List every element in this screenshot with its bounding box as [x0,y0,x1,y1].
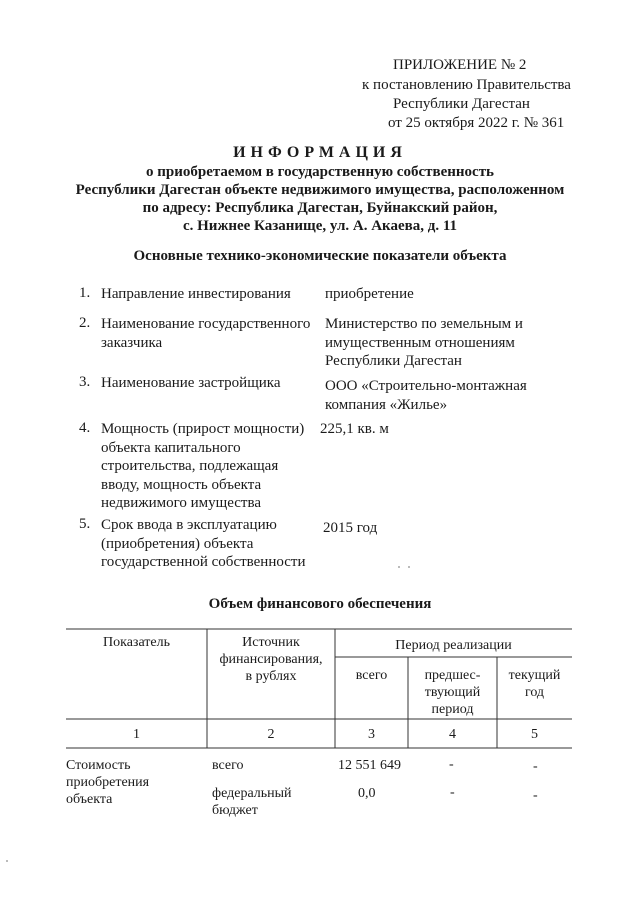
item-4-value: 225,1 кв. м [320,421,389,437]
item-2-value: Министерство по земельным и имущественным отношениям Республики Дагестан [325,316,523,369]
section1-title: Основные технико-экономические показатели объекта [133,248,507,264]
header-source: Источник финансирования, в рублях [219,635,323,684]
appendix-line-4: от 25 октября 2022 г. № 361 [388,115,565,131]
item-4-number: 4. [79,420,91,436]
heading-line-1: о приобретаемом в государственную собственность [146,164,494,180]
scan-speck [6,860,8,862]
col-number-5: 5 [531,727,538,742]
item-4-label: Мощность (прирост мощности) объекта капитального строительства, подлежащая вводу, мощность объекта недвижимого имущества [101,421,305,511]
item-3-value: ООО «Строительно-монтажная компания «Жилье» [325,378,527,413]
heading-line-2: Республики Дагестан объекте недвижимого имущества, расположенном [75,182,565,198]
header-period: Период реализации [395,638,512,653]
header-indicator: Показатель [103,635,170,650]
row-total-federal: 0,0 [358,786,376,801]
item-3-label: Наименование застройщика [101,375,281,391]
appendix-line-1: ПРИЛОЖЕНИЕ № 2 [393,57,527,73]
heading-title: ИНФОРМАЦИЯ [233,144,407,161]
heading-line-4: с. Нижнее Казанище, ул. А. Акаева, д. 11 [182,218,457,234]
appendix-line-2: к постановлению Правительства [362,77,571,93]
scan-speck [408,566,410,568]
header-total: всего [355,668,388,683]
col-number-3: 3 [368,727,375,742]
item-5-value: 2015 год [323,520,378,536]
scan-speck [398,566,400,568]
row-current-all: - [533,759,538,774]
item-2-label: Наименование государственного заказчика [101,316,311,351]
heading-line-3: по адресу: Республика Дагестан, Буйнакский район, [142,200,498,216]
item-1-label: Направление инвестирования [101,286,291,302]
col-number-2: 2 [267,727,275,742]
row-source-federal: федеральный бюджет [212,786,292,818]
item-5-label: Срок ввода в эксплуатацию (приобретения) объекта государственной собственности [101,517,306,570]
row-previous-all: - [449,757,454,772]
header-previous: предшес- твующий период [424,668,481,717]
col-number-4: 4 [449,727,456,742]
section2-title: Объем финансового обеспечения [208,596,432,612]
item-1-value: приобретение [325,286,414,302]
header-current: текущий год [508,668,561,700]
row-indicator: Стоимость приобретения объекта [66,758,150,807]
col-number-1: 1 [133,727,140,742]
row-previous-federal: - [450,785,455,800]
item-1-number: 1. [79,285,91,301]
row-source-total: всего [212,758,244,773]
item-5-number: 5. [79,516,91,532]
item-2-number: 2. [79,315,91,331]
row-current-federal: - [533,788,538,803]
row-total-all: 12 551 649 [338,758,401,773]
item-3-number: 3. [79,374,91,390]
appendix-line-3: Республики Дагестан [393,96,530,112]
